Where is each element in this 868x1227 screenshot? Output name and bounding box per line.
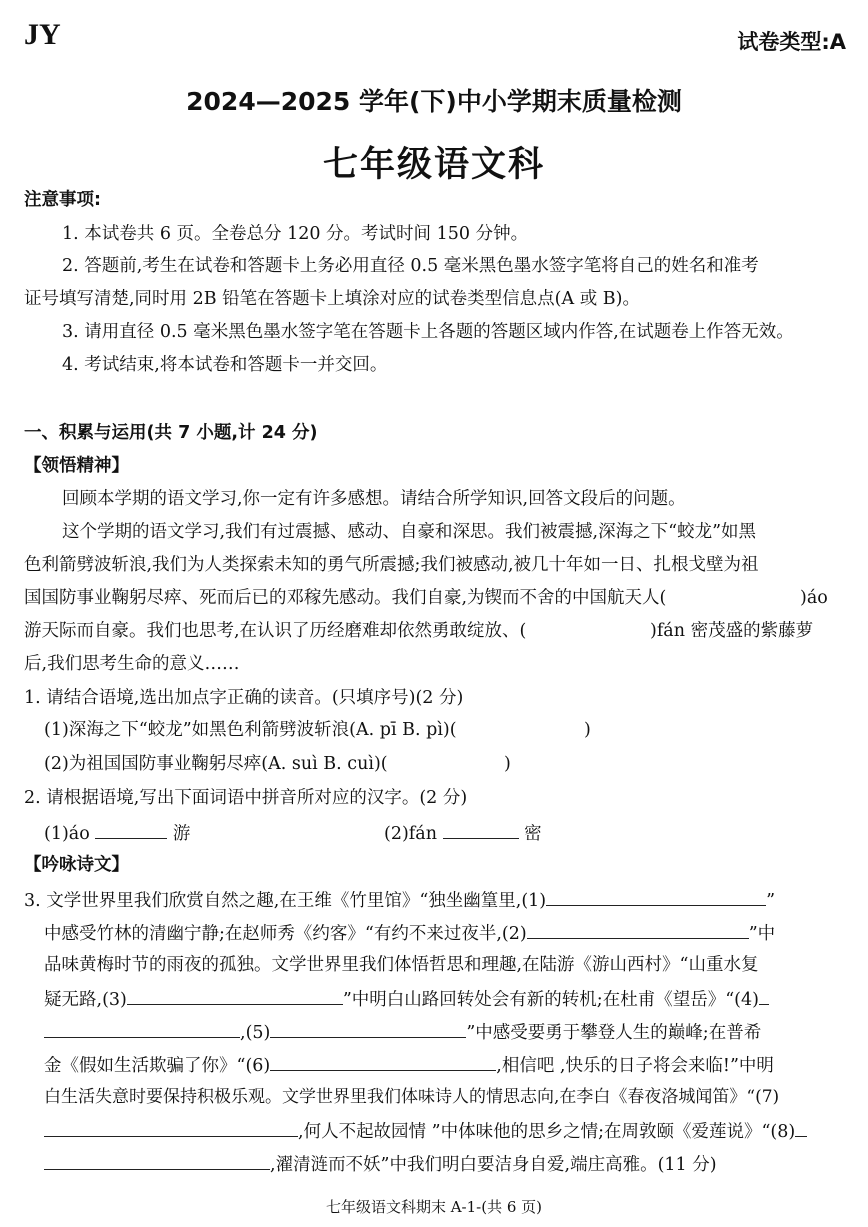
page-footer: 七年级语文科期末 A-1-(共 6 页) [325,1198,543,1216]
q2-a-post: 游 [172,824,191,844]
answer-blank[interactable] [44,1151,270,1170]
q2-b-pre: (2)fán [384,824,437,844]
notice-item: 4. 考试结束,将本试卷和答题卡一并交回。 [62,355,388,375]
subject-title: 七年级语文科 [322,145,545,185]
q2-a-pre: (1)áo [44,824,90,844]
answer-blank[interactable] [270,1019,466,1038]
notice-item: 2. 答题前,考生在试卷和答题卡上务必用直径 0.5 毫米黑色墨水签字笔将自己的姓名和准考 [62,256,759,276]
answer-blank[interactable] [759,986,769,1005]
q3-line: 品味黄梅时节的雨夜的孤独。文学世界里我们体悟哲思和理趣,在陆游《游山西村》“山重水复 [44,955,759,975]
q3-line: 疑无路,(3) ”中明白山路回转处会有新的转机;在杜甫《望岳》“(4) [44,986,846,1012]
q3-line: 3. 文学世界里我们欣赏自然之趣,在王维《竹里馆》“独坐幽篁里,(1) ” [24,887,846,913]
answer-blank[interactable] [546,887,766,906]
q1-close-a: ) [584,720,591,740]
answer-blank[interactable] [44,1019,240,1038]
notice-item: 1. 本试卷共 6 页。全卷总分 120 分。考试时间 150 分钟。 [62,224,529,244]
passage-line: 游天际而自豪。我们也思考,在认识了历经磨难却依然勇敢绽放、( [24,621,527,641]
part-label: 【吟咏诗文】 [24,855,129,875]
exam-title: 2024—2025 学年(下)中小学期末质量检测 [186,87,682,116]
part-label: 【领悟精神】 [24,456,129,476]
q1-stem: 1. 请结合语境,选出加点字正确的读音。(只填序号)(2 分) [24,688,464,708]
q3-line: 金《假如生活欺骗了你》“(6) ,相信吧 ,快乐的日子将会来临!”中明 [44,1052,846,1078]
q3-line: ,(5) ”中感受要勇于攀登人生的巅峰;在普希 [44,1019,846,1045]
answer-blank[interactable] [127,986,343,1005]
q2-b-post: 密 [524,824,542,844]
pinyin-ao: )áo [800,588,828,608]
q3-line: 中感受竹林的清幽宁静;在赵师秀《约客》“有约不来过夜半,(2) ”中 [44,920,846,946]
q1-option-b: (2)为祖国国防事业鞠躬尽瘁(A. suì B. cuì)( [44,754,388,774]
notice-item: 3. 请用直径 0.5 毫米黑色墨水签字笔在答题卡上各题的答题区域内作答,在试题卷上作答无效。 [62,322,794,342]
q1-option-a: (1)深海之下“蛟龙”如黑色利箭劈波斩浪(A. pī B. pì)( [44,720,457,740]
passage-line: 这个学期的语文学习,我们有过震撼、感动、自豪和深思。我们被震撼,深海之下“蛟龙”如黑 [62,522,757,542]
answer-blank[interactable] [44,1118,298,1137]
answer-blank[interactable] [95,820,167,839]
q1-close-b: ) [504,754,511,774]
exam-code: JY [24,18,61,51]
answer-blank[interactable] [443,820,519,839]
passage-line: 色利箭劈波斩浪,我们为人类探索未知的勇气所震撼;我们被感动,被几十年如一日、扎根戈壁为祖 [24,555,759,575]
q2-item-b[interactable] [384,820,684,846]
paper-type: 试卷类型:A [737,30,846,54]
section-heading: 一、积累与运用(共 7 小题,计 24 分) [24,423,318,443]
answer-blank[interactable] [527,920,749,939]
q3-line: ,何人不起故园情 ”中体味他的思乡之情;在周敦颐《爱莲说》“(8) [44,1118,846,1144]
passage-line: 国国防事业鞠躬尽瘁、死而后已的邓稼先感动。我们自豪,为锲而不舍的中国航天人( [24,588,667,608]
pinyin-fan: )fán 密茂盛的紫藤萝 [650,621,814,641]
intro-text: 回顾本学期的语文学习,你一定有许多感想。请结合所学知识,回答文段后的问题。 [62,489,686,509]
q3-line: ,濯清涟而不妖”中我们明白要洁身自爱,端庄高雅。(11 分) [44,1151,846,1177]
answer-blank[interactable] [795,1118,807,1137]
q2-item-a[interactable] [44,820,344,846]
q2-stem: 2. 请根据语境,写出下面词语中拼音所对应的汉字。(2 分) [24,788,468,808]
q3-line: 白生活失意时要保持积极乐观。文学世界里我们体味诗人的情思志向,在李白《春夜洛城闻笛》“(7) [44,1087,780,1107]
answer-blank[interactable] [270,1052,496,1071]
notice-item: 证号填写清楚,同时用 2B 铅笔在答题卡上填涂对应的试卷类型信息点(A 或 B)。 [24,289,640,309]
notice-heading: 注意事项: [24,190,101,210]
passage-line: 后,我们思考生命的意义…… [24,654,240,674]
